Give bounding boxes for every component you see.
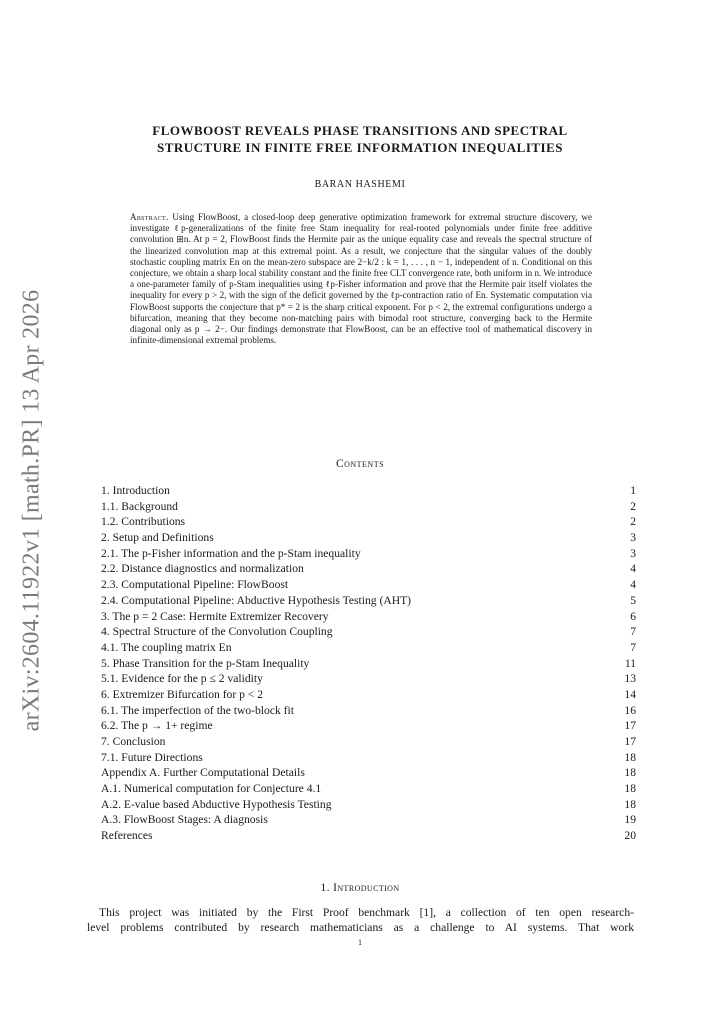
toc-entry-page: 7: [630, 640, 636, 654]
toc-entry[interactable]: [101, 687, 636, 703]
toc-entry[interactable]: [101, 797, 636, 813]
toc-entry[interactable]: [101, 656, 636, 672]
toc-entry[interactable]: [101, 483, 636, 499]
intro-line-2: level problems contributed by research mathematicians as a challenge to AI systems. That work: [87, 921, 634, 934]
toc-entry-page: 14: [624, 687, 636, 701]
arxiv-identifier-text: arXiv:2604.11922v1 [math.PR] 13 Apr 2026: [18, 289, 45, 731]
toc-entry-label: 1. Introduction: [101, 484, 170, 497]
toc-entry-page: 6: [630, 609, 636, 623]
abstract-heading: Abstract.: [130, 212, 169, 222]
toc-entry[interactable]: [101, 718, 636, 734]
toc-entry-label: 4.1. The coupling matrix En: [101, 640, 232, 654]
toc-entry-page: 2: [630, 499, 636, 513]
toc-entry-label: 5. Phase Transition for the p-Stam Inequality: [101, 656, 310, 670]
abstract: [130, 212, 592, 346]
paper-title: [100, 122, 620, 156]
title-line-2: STRUCTURE IN FINITE FREE INFORMATION INEQUALITIES: [156, 140, 564, 155]
toc-entry-page: 7: [630, 625, 636, 639]
toc-entry[interactable]: [101, 812, 636, 828]
toc-entry[interactable]: [101, 671, 636, 687]
toc-entry[interactable]: [101, 499, 636, 515]
toc-entry[interactable]: [101, 703, 636, 719]
toc-entry-page: 18: [624, 766, 636, 780]
toc-entry-page: 18: [624, 782, 636, 796]
toc-entry-label: 6.1. The imperfection of the two-block fit: [101, 703, 294, 717]
toc-entry-page: 11: [624, 656, 636, 670]
toc-entry-page: 4: [630, 562, 636, 576]
toc-entry-label: 7.1. Future Directions: [101, 750, 203, 764]
toc-entry-label: 2.2. Distance diagnostics and normalization: [101, 562, 304, 576]
table-of-contents: [101, 483, 636, 844]
toc-entry[interactable]: [101, 828, 636, 844]
toc-entry-page: 5: [630, 593, 636, 607]
toc-entry-label: 2. Setup and Definitions: [101, 531, 214, 545]
toc-entry[interactable]: [101, 514, 636, 530]
toc-entry-label: 2.3. Computational Pipeline: FlowBoost: [101, 578, 289, 592]
toc-entry-page: 3: [630, 546, 636, 560]
contents-heading: Contents: [335, 458, 385, 470]
abstract-text: Using FlowBoost, a closed-loop deep generative optimization framework for extremal structure discovery, we investigate ℓp-generalizations of the finite free Stam inequality for real-rooted polynomials under finite free additive convolution ⊞n. At p = 2, FlowBoost finds the Hermite pair as the unique equality case and reveals the spectral structure of the linearized convolution map at this extremal point. As a result, we conjecture that the singular values of the doubly stochastic coupling matrix En on the mean-zero subspace are 2−k/2 : k = 1, . . . , n − 1, independent of n. Conditional on this conjecture, we obtain a sharp local stability constant and the finite free CLT convergence rate, both uniform in n. We introduce a one-parameter family of p-Stam inequalities using ℓp-Fisher information and prove that the Hermite pair itself violates the inequality for every p > 2, with the sign of the deficit governed by the ℓp-contraction ratio of En. Systematic computation via FlowBoost supports the conjecture that p* = 2 is the sharp critical exponent. For p < 2, the extremal configurations undergo a bifurcation, meaning that they become non-matching pairs with bimodal root structure, converging back to the Hermite diagonal only as p → 2−. Our findings demonstrate that FlowBoost, can be an effective tool of mathematical discovery in infinite-dimensional extremal problems.: [130, 212, 592, 346]
intro-line-1: This project was initiated by the First Proof benchmark [1], a collection of ten open research-: [99, 906, 634, 919]
toc-entry[interactable]: [101, 781, 636, 797]
toc-entry-label: A.1. Numerical computation for Conjecture 4.1: [101, 782, 322, 796]
toc-entry-label: A.3. FlowBoost Stages: A diagnosis: [101, 813, 268, 827]
toc-entry-label: 4. Spectral Structure of the Convolution Coupling: [101, 625, 333, 639]
toc-entry[interactable]: [101, 750, 636, 766]
toc-entry-label: References: [101, 829, 153, 843]
toc-entry-page: 1: [630, 484, 636, 497]
toc-entry[interactable]: [101, 640, 636, 656]
toc-entry-label: 2.1. The p-Fisher information and the p-Stam inequality: [101, 546, 361, 560]
toc-entry[interactable]: [101, 734, 636, 750]
toc-entry-page: 4: [630, 578, 636, 592]
page-number: 1: [358, 938, 362, 947]
toc-entry[interactable]: [101, 609, 636, 625]
toc-entry[interactable]: [101, 530, 636, 546]
toc-entry[interactable]: [101, 546, 636, 562]
toc-entry-page: 16: [624, 703, 636, 717]
toc-entry[interactable]: [101, 561, 636, 577]
toc-entry-label: Appendix A. Further Computational Details: [101, 766, 305, 780]
toc-entry-label: 3. The p = 2 Case: Hermite Extremizer Recovery: [101, 609, 329, 623]
toc-entry-label: 1.1. Background: [101, 499, 178, 513]
toc-entry-label: 5.1. Evidence for the p ≤ 2 validity: [101, 672, 263, 686]
introduction-paragraph: [87, 905, 634, 935]
toc-entry-label: 7. Conclusion: [101, 735, 166, 748]
toc-entry-page: 18: [624, 797, 636, 811]
toc-entry-page: 3: [630, 531, 636, 545]
toc-entry-page: 17: [624, 735, 636, 748]
toc-entry-label: 6. Extremizer Bifurcation for p < 2: [101, 687, 264, 701]
toc-entry-label: 6.2. The p → 1+ regime: [101, 719, 213, 733]
toc-entry-label: A.2. E-value based Abductive Hypothesis Testing: [101, 797, 332, 811]
toc-entry[interactable]: [101, 577, 636, 593]
toc-entry[interactable]: [101, 593, 636, 609]
toc-entry-page: 19: [624, 813, 636, 827]
toc-entry-page: 17: [624, 719, 636, 733]
arxiv-identifier-stamp: [12, 290, 52, 730]
toc-entry-label: 1.2. Contributions: [101, 515, 186, 529]
toc-entry-label: 2.4. Computational Pipeline: Abductive Hypothesis Testing (AHT): [101, 593, 412, 607]
toc-entry[interactable]: [101, 624, 636, 640]
author-name: BARAN HASHEMI: [314, 179, 406, 190]
title-line-1: FLOWBOOST REVEALS PHASE TRANSITIONS AND SPECTRAL: [152, 123, 568, 138]
toc-entry-page: 13: [624, 672, 636, 686]
toc-entry-page: 20: [624, 829, 636, 843]
toc-entry-page: 2: [630, 515, 636, 529]
toc-entry[interactable]: [101, 765, 636, 781]
toc-entry-page: 18: [624, 750, 636, 764]
section-heading-introduction: 1. Introduction: [320, 882, 400, 894]
